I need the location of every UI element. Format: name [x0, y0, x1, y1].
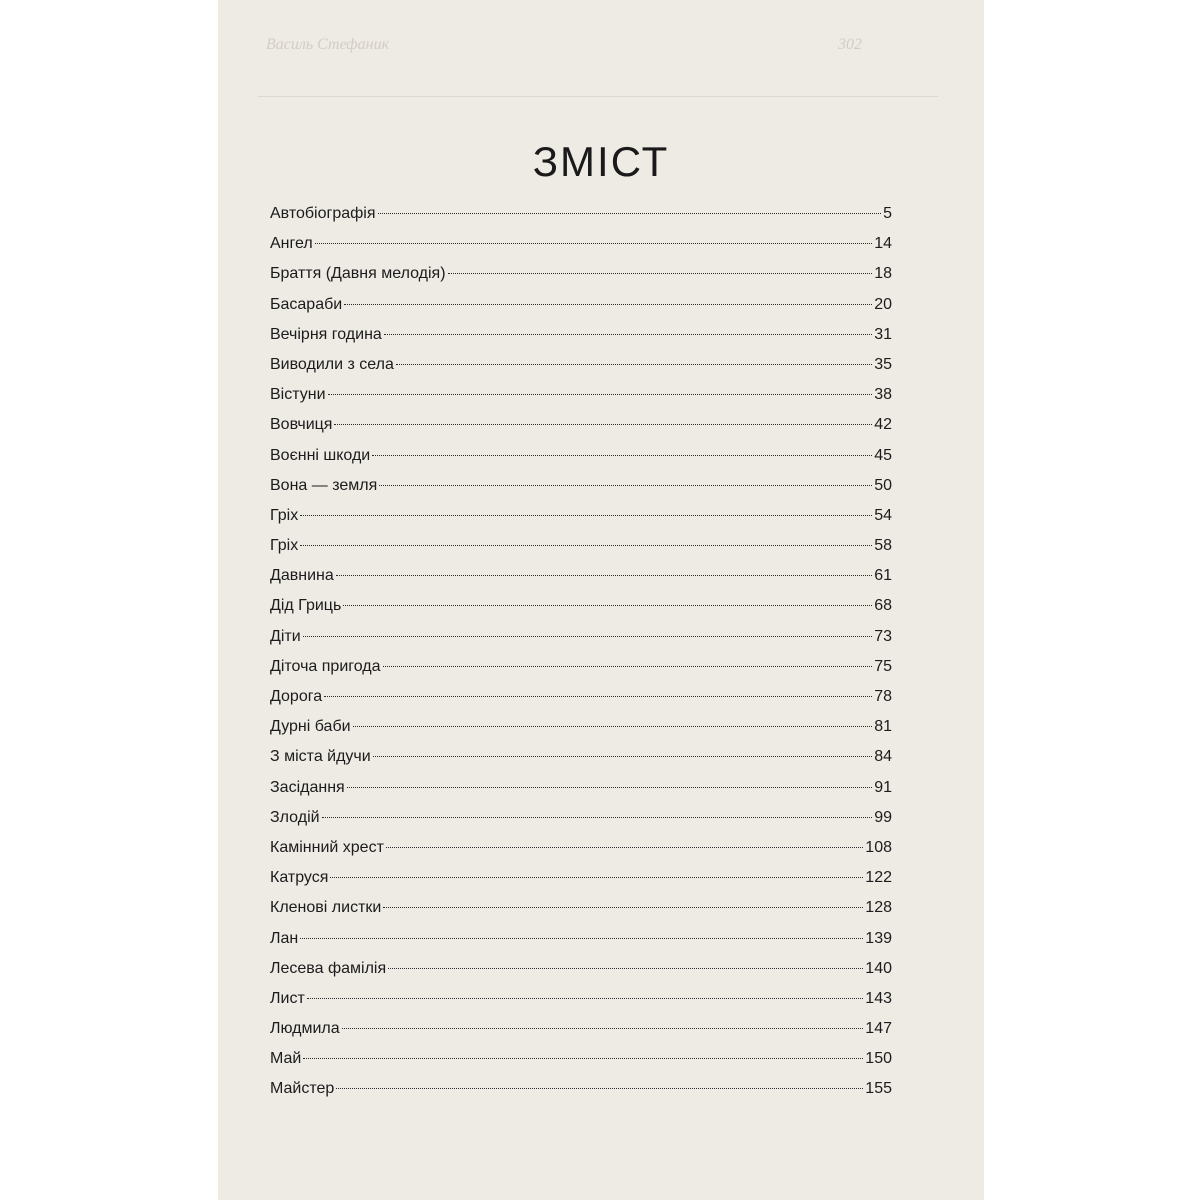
toc-entry	[270, 1050, 892, 1080]
toc-entry	[270, 809, 892, 839]
toc-entry	[270, 1080, 892, 1110]
toc-entry-page-number: 139	[865, 929, 892, 947]
toc-entry-title: Камінний хрест	[270, 838, 384, 856]
toc-entry-page-number: 150	[865, 1050, 892, 1068]
toc-entry-title: Людмила	[270, 1020, 340, 1038]
toc-entry-page-number: 84	[874, 748, 892, 766]
toc-entry-title: Дорога	[270, 688, 323, 705]
toc-entry	[270, 839, 892, 869]
toc-entry	[270, 990, 892, 1020]
toc-entry-title: Браття (Давня мелодія)	[270, 265, 446, 283]
toc-entry-title: Злодій	[270, 808, 320, 826]
toc-entry	[270, 930, 892, 960]
toc-entry-page-number: 147	[865, 1020, 892, 1038]
dot-leader	[379, 485, 872, 486]
page-title: ЗМІСТ	[532, 138, 670, 185]
toc-entry-title: Басараби	[270, 295, 343, 313]
toc-entry-page-number: 42	[874, 416, 892, 434]
toc-entry-title: Майстер	[270, 1080, 335, 1098]
dot-leader	[307, 998, 864, 999]
dot-leader	[448, 273, 873, 274]
toc-entry-page-number: 18	[874, 265, 892, 283]
dot-leader	[378, 213, 882, 214]
toc-entry	[270, 447, 892, 477]
dot-leader	[342, 1028, 864, 1029]
dot-leader	[300, 545, 872, 546]
toc-entry-page-number: 50	[874, 476, 892, 494]
toc-entry	[270, 718, 892, 748]
toc-entry	[270, 326, 892, 356]
toc-entry-page-number: 99	[874, 808, 892, 826]
dot-leader	[386, 847, 863, 848]
dot-leader	[383, 907, 863, 908]
toc-entry-page-number: 45	[874, 446, 892, 464]
dot-leader	[330, 877, 863, 878]
toc-entry	[270, 779, 892, 809]
toc-entry-page-number: 31	[874, 325, 892, 343]
table-of-contents	[270, 205, 892, 1111]
toc-entry-page-number: 78	[874, 688, 892, 705]
toc-entry	[270, 960, 892, 990]
dot-leader	[303, 1058, 863, 1059]
toc-entry-page-number: 54	[874, 506, 892, 524]
toc-entry-page-number: 155	[865, 1080, 892, 1098]
toc-entry-page-number: 91	[874, 778, 892, 796]
toc-entry-page-number: 35	[874, 355, 892, 373]
toc-entry	[270, 869, 892, 899]
toc-entry-page-number: 108	[865, 838, 892, 856]
toc-entry-page-number: 58	[874, 537, 892, 555]
toc-entry	[270, 899, 892, 929]
toc-entry-page-number: 140	[865, 959, 892, 977]
dot-leader	[347, 787, 873, 788]
toc-entry-title: Гріх	[270, 537, 299, 555]
toc-entry-page-number: 73	[874, 627, 892, 645]
toc-entry-page-number: 81	[874, 718, 892, 736]
toc-entry-title: Автобіографія	[270, 205, 376, 222]
toc-entry-title: Діточа пригода	[270, 657, 381, 675]
toc-entry-title: Гріх	[270, 506, 299, 524]
dot-leader	[336, 575, 872, 576]
toc-entry	[270, 597, 892, 627]
toc-entry-page-number: 38	[874, 386, 892, 404]
toc-entry	[270, 507, 892, 537]
toc-entry-page-number: 14	[874, 235, 892, 253]
toc-entry-title: Діти	[270, 627, 301, 645]
dot-leader	[315, 243, 873, 244]
dot-leader	[334, 424, 872, 425]
toc-entry	[270, 235, 892, 265]
toc-entry-title: Вечірня година	[270, 325, 382, 343]
toc-entry	[270, 658, 892, 688]
toc-entry-title: Вовчиця	[270, 416, 333, 434]
toc-entry-title: Катруся	[270, 869, 329, 887]
dot-leader	[384, 334, 872, 335]
toc-entry	[270, 416, 892, 446]
dot-leader	[303, 636, 873, 637]
toc-entry-page-number: 61	[874, 567, 892, 585]
toc-entry-page-number: 75	[874, 657, 892, 675]
toc-entry-page-number: 128	[865, 899, 892, 917]
dot-leader	[324, 696, 872, 697]
toc-entry-page-number: 5	[883, 205, 892, 222]
bleed-through-rule	[258, 96, 938, 97]
toc-entry-title: Давнина	[270, 567, 334, 585]
toc-entry-title: Кленові листки	[270, 899, 382, 917]
dot-leader	[373, 756, 873, 757]
book-page	[218, 0, 984, 1200]
dot-leader	[372, 455, 872, 456]
dot-leader	[328, 394, 873, 395]
dot-leader	[300, 515, 872, 516]
toc-entry-title: Дід Гриць	[270, 597, 342, 615]
toc-entry	[270, 628, 892, 658]
toc-entry-page-number: 68	[874, 597, 892, 615]
toc-entry-title: Вістуни	[270, 386, 326, 404]
toc-entry-title: Виводили з села	[270, 355, 394, 373]
toc-entry-title: Вона — земля	[270, 476, 378, 494]
toc-entry-title: З міста йдучи	[270, 748, 371, 766]
toc-entry-page-number: 20	[874, 295, 892, 313]
toc-entry	[270, 688, 892, 718]
toc-entry-title: Ангел	[270, 235, 313, 253]
toc-entry-title: Лист	[270, 989, 305, 1007]
toc-entry	[270, 356, 892, 386]
toc-entry	[270, 748, 892, 778]
toc-entry	[270, 477, 892, 507]
toc-entry	[270, 1020, 892, 1050]
toc-entry-page-number: 122	[865, 869, 892, 887]
dot-leader	[353, 726, 873, 727]
dot-leader	[343, 605, 872, 606]
toc-entry	[270, 205, 892, 235]
toc-entry-title: Лан	[270, 929, 299, 947]
toc-entry	[270, 537, 892, 567]
dot-leader	[396, 364, 872, 365]
dot-leader	[383, 666, 873, 667]
toc-entry-title: Засідання	[270, 778, 345, 796]
toc-entry-title: Май	[270, 1050, 302, 1068]
toc-entry	[270, 386, 892, 416]
toc-entry	[270, 265, 892, 295]
toc-entry-title: Дурні баби	[270, 718, 351, 736]
dot-leader	[388, 968, 863, 969]
toc-entry	[270, 296, 892, 326]
dot-leader	[300, 938, 863, 939]
dot-leader	[336, 1088, 863, 1089]
toc-entry-page-number: 143	[865, 989, 892, 1007]
bleed-through-author: Василь Стефаник	[266, 36, 390, 53]
toc-entry	[270, 567, 892, 597]
toc-entry-title: Лесева фамілія	[270, 959, 387, 977]
bleed-through-page-number: 302	[838, 36, 862, 53]
dot-leader	[344, 304, 872, 305]
toc-entry-title: Воєнні шкоди	[270, 446, 371, 464]
dot-leader	[322, 817, 873, 818]
